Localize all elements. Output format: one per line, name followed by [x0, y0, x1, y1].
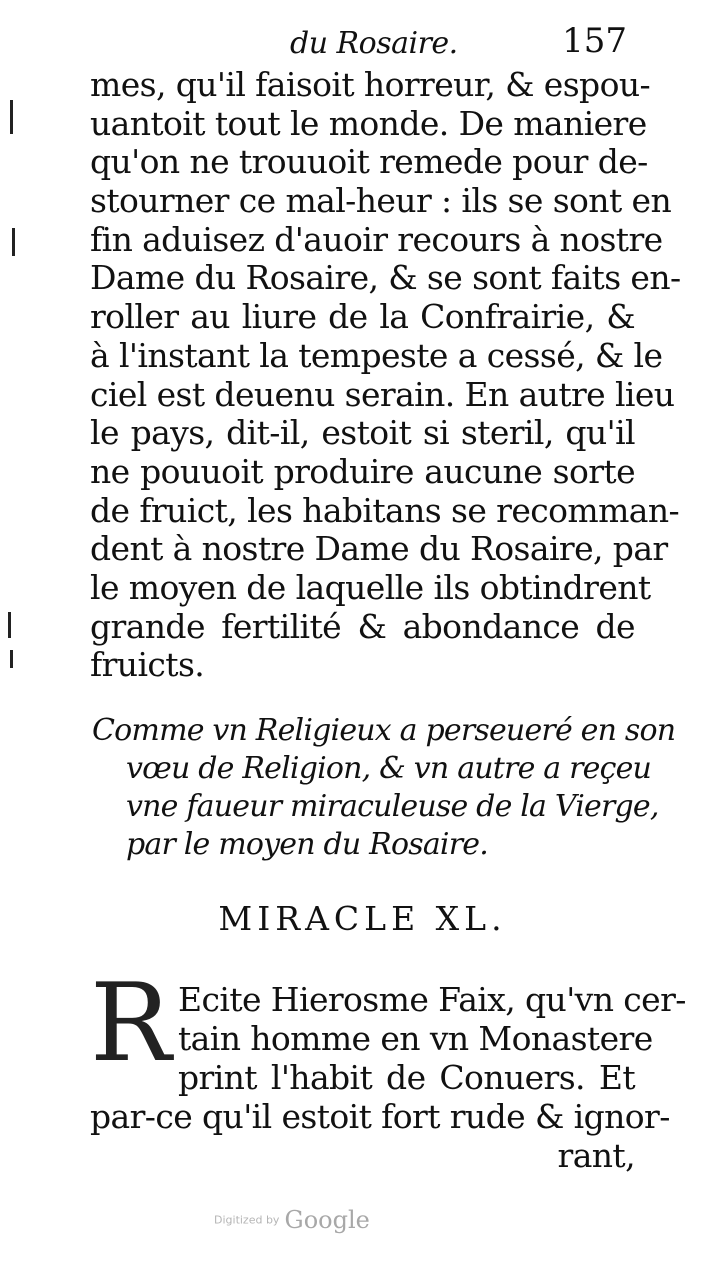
- caption-line: vœu de Religion, & vn autre a reçeu: [126, 751, 652, 786]
- scan-speck: [10, 100, 13, 134]
- digitized-watermark: [214, 1206, 374, 1246]
- text-line: mes, qu'il faisoit horreur, & espou-: [90, 65, 651, 104]
- text-line: ne pouuoit produire aucune sorte: [90, 451, 635, 491]
- scan-speck: [12, 228, 15, 256]
- body-text: [90, 65, 681, 685]
- catchword: rant,: [557, 1136, 635, 1175]
- text-line: à l'instant la tempeste a cessé, & le: [90, 335, 663, 375]
- text-line: qu'on ne trouuoit remede pour de-: [90, 142, 648, 182]
- scan-speck: [8, 612, 11, 638]
- text-line: le pays, dit-il, estoit si steril, qu'il: [90, 413, 635, 453]
- caption-line: vne faueur miraculeuse de la Vierge,: [126, 789, 659, 824]
- text-line: roller au liure de la Confrairie, &: [90, 297, 635, 337]
- text-line: fruicts.: [90, 645, 205, 685]
- text-line: Ecite Hierosme Faix, qu'vn cer-: [178, 980, 686, 1019]
- page-number: 157: [562, 21, 627, 61]
- text-line: print l'habit de Conuers. Et: [178, 1058, 635, 1097]
- watermark-digitized: Digitized by: [214, 1213, 280, 1227]
- text-line: le moyen de laquelle ils obtindrent: [90, 567, 651, 607]
- miracle-heading: MIRACLE XL.: [218, 899, 507, 938]
- text-line: tain homme en vn Monastere: [178, 1019, 653, 1058]
- scan-speck: [10, 650, 13, 668]
- text-line: uantoit tout le monde. De maniere: [90, 103, 647, 143]
- text-line: grande fertilité & abondance de: [90, 606, 635, 646]
- miracle-paragraph: [90, 961, 686, 1175]
- caption-line: Comme vn Religieux a perseueré en son: [92, 713, 676, 748]
- text-line: stourner ce mal-heur : ils se sont en: [90, 181, 672, 221]
- running-head: [90, 20, 635, 64]
- running-title: du Rosaire.: [290, 26, 458, 61]
- text-line: ciel est deuenu serain. En autre lieu: [90, 374, 675, 414]
- google-logo-text: Google: [284, 1206, 370, 1234]
- text-line: Dame du Rosaire, & se sont faits en-: [90, 258, 681, 298]
- drop-cap: R: [90, 961, 172, 1086]
- text-line: par-ce qu'il estoit fort rude & ignor-: [90, 1097, 670, 1136]
- text-line: fin aduisez d'auoir recours à nostre: [90, 219, 663, 259]
- text-line: de fruict, les habitans se recomman-: [90, 490, 680, 530]
- caption-line: par le moyen du Rosaire.: [126, 827, 488, 862]
- chapter-caption: [92, 712, 676, 864]
- text-line: dent à nostre Dame du Rosaire, par: [90, 529, 668, 569]
